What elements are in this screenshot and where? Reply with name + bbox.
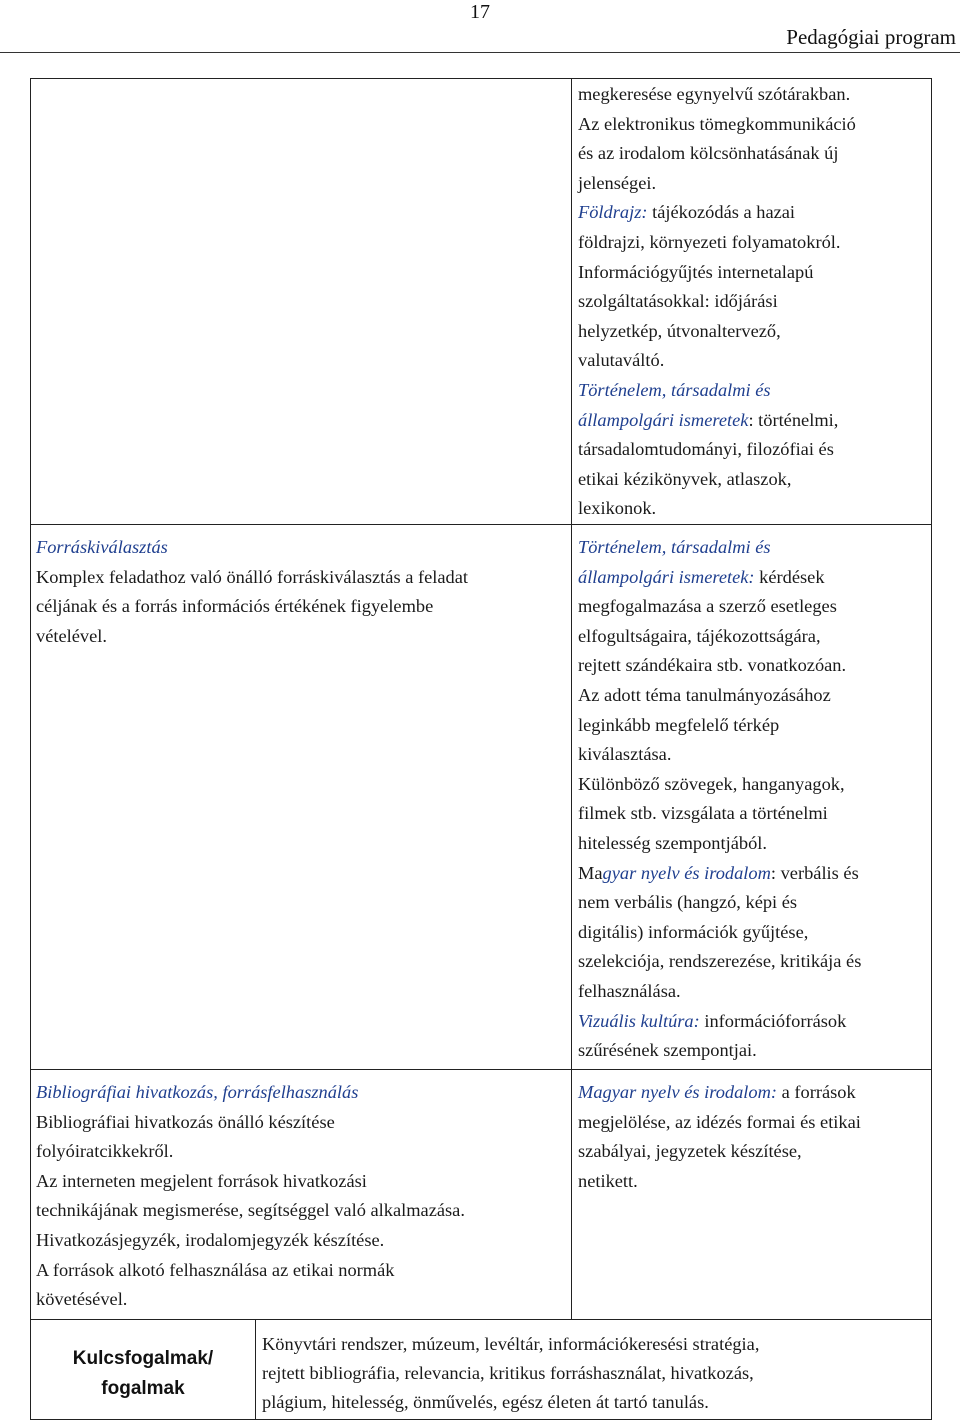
header-rule — [0, 52, 960, 53]
text-fragment: Történelem, társadalmi és — [578, 379, 771, 400]
subject-label-vizualis: Vizuális kultúra: — [578, 1010, 700, 1031]
running-header: Pedagógiai program — [786, 25, 956, 49]
key-concepts-text — [262, 1330, 759, 1417]
page-number: 17 — [470, 1, 490, 23]
text-fragment: a források — [777, 1082, 856, 1102]
text-line: Különböző szövegek, hanganyagok, — [578, 773, 845, 794]
text-line: digitális) információk gyűjtése, — [578, 921, 809, 942]
text-line: Az adott téma tanulmányozásához — [578, 684, 831, 705]
text-fragment: Forráskiválasztás — [36, 537, 168, 557]
text-line: követésével. — [36, 1289, 128, 1310]
text-line: plágium, hitelesség, önművelés, egész életen át tartó tanulás. — [262, 1392, 709, 1412]
text-line: valutaváltó. — [578, 350, 665, 371]
subject-label-tortenelem-2: állampolgári ismeretek: — [578, 566, 755, 587]
row1-right-text — [578, 80, 856, 524]
text-line: rejtett szándékaira stb. vonatkozóan. — [578, 655, 847, 676]
key-concepts-label — [32, 1344, 254, 1404]
text-line: netikett. — [578, 1170, 638, 1191]
text-line: Az interneten megjelent források hivatkozási — [36, 1170, 367, 1191]
text-line: földrajzi, környezeti folyamatokról. — [578, 231, 841, 252]
text-line — [578, 198, 856, 228]
text-line: rejtett bibliográfia, relevancia, kritikus forráshasználat, hivatkozás, — [262, 1363, 754, 1383]
text-line: vételével. — [36, 625, 107, 646]
text-line: Információgyűjtés internetalapú — [578, 261, 814, 282]
text-line: A források alkotó felhasználása az etikai normák — [36, 1259, 395, 1280]
row2-left-text — [36, 533, 468, 651]
text-line: elfogultságaira, tájékozottságára, — [578, 625, 821, 646]
text-line: lexikonok. — [578, 498, 657, 519]
subject-label-tortenelem-2: állampolgári ismeretek — [578, 409, 749, 430]
text-fragment: : történelmi, — [748, 409, 839, 430]
key-concepts-label-line: Kulcsfogalmak/ — [72, 1348, 214, 1369]
subject-label-foldrajz: Földrajz: — [578, 202, 648, 223]
text-line: megkeresése egynyelvű szótárakban. — [578, 84, 851, 104]
subject-label-tortenelem — [578, 533, 861, 563]
text-line: Bibliográfiai hivatkozás önálló készítése — [36, 1111, 335, 1132]
text-line: szűrésének szempontjai. — [578, 1040, 757, 1061]
text-line: Az elektronikus tömegkommunikáció — [578, 113, 856, 134]
text-fragment: : verbális és — [770, 862, 859, 883]
text-line: hitelesség szempontjából. — [578, 832, 767, 853]
subject-label-tortenelem — [578, 376, 856, 406]
text-line: megfogalmazása a szerző esetleges — [578, 596, 837, 617]
text-line — [578, 1007, 861, 1037]
text-line: szolgáltatásokkal: időjárási — [578, 291, 778, 312]
text-fragment: tájékozódás a hazai — [647, 202, 796, 223]
text-line — [578, 1078, 861, 1108]
text-line: helyzetkép, útvonaltervező, — [578, 320, 781, 341]
row1-left-cell — [30, 78, 572, 525]
text-fragment: Történelem, társadalmi és — [578, 537, 771, 557]
text-line — [578, 859, 861, 889]
text-line: Hivatkozásjegyzék, irodalomjegyzék készítése. — [36, 1229, 385, 1250]
key-concepts-label-line: fogalmak — [101, 1378, 185, 1399]
text-line — [578, 406, 856, 436]
text-line: jelenségei. — [578, 172, 657, 193]
text-line: szelekciója, rendszerezése, kritikája és — [578, 951, 862, 972]
text-fragment: információforrások — [699, 1010, 847, 1031]
text-line: Komplex feladathoz való önálló forráskiválasztás a feladat — [36, 566, 469, 587]
text-line: céljának és a forrás információs értékének figyelembe — [36, 596, 434, 617]
row3-left-text — [36, 1078, 465, 1315]
section-title-bibliografia — [36, 1078, 465, 1108]
text-line: társadalomtudományi, filozófiai és — [578, 439, 834, 460]
text-line: technikájának megismerése, segítséggel való alkalmazása. — [36, 1200, 465, 1221]
text-fragment: kérdések — [754, 566, 825, 587]
text-line: etikai kézikönyvek, atlaszok, — [578, 468, 792, 489]
text-line: megjelölése, az idézés formai és etikai — [578, 1111, 861, 1132]
text-line — [578, 563, 861, 593]
text-line: és az irodalom kölcsönhatásának új — [578, 143, 839, 164]
text-line: filmek stb. vizsgálata a történelmi — [578, 803, 828, 824]
text-line: kiválasztása. — [578, 744, 672, 765]
text-line: leginkább megfelelő térkép — [578, 714, 780, 735]
subject-label-magyar: Magyar nyelv és irodalom: — [578, 1082, 778, 1102]
section-title-forraskivalasztas — [36, 533, 468, 563]
text-line: Könyvtári rendszer, múzeum, levéltár, információkeresési stratégia, — [262, 1334, 760, 1354]
text-line: nem verbális (hangzó, képi és — [578, 892, 798, 913]
row2-right-text — [578, 533, 861, 1066]
subject-label-magyar: gyar nyelv és irodalom — [602, 862, 771, 883]
text-line: felhasználása. — [578, 980, 681, 1001]
text-line: folyóiratcikkekről. — [36, 1141, 174, 1162]
text-fragment: Bibliográfiai hivatkozás, forrásfelhasználás — [36, 1082, 359, 1102]
text-line: szabályai, jegyzetek készítése, — [578, 1141, 802, 1162]
text-fragment: Ma — [578, 862, 603, 883]
row3-right-text — [578, 1078, 861, 1196]
